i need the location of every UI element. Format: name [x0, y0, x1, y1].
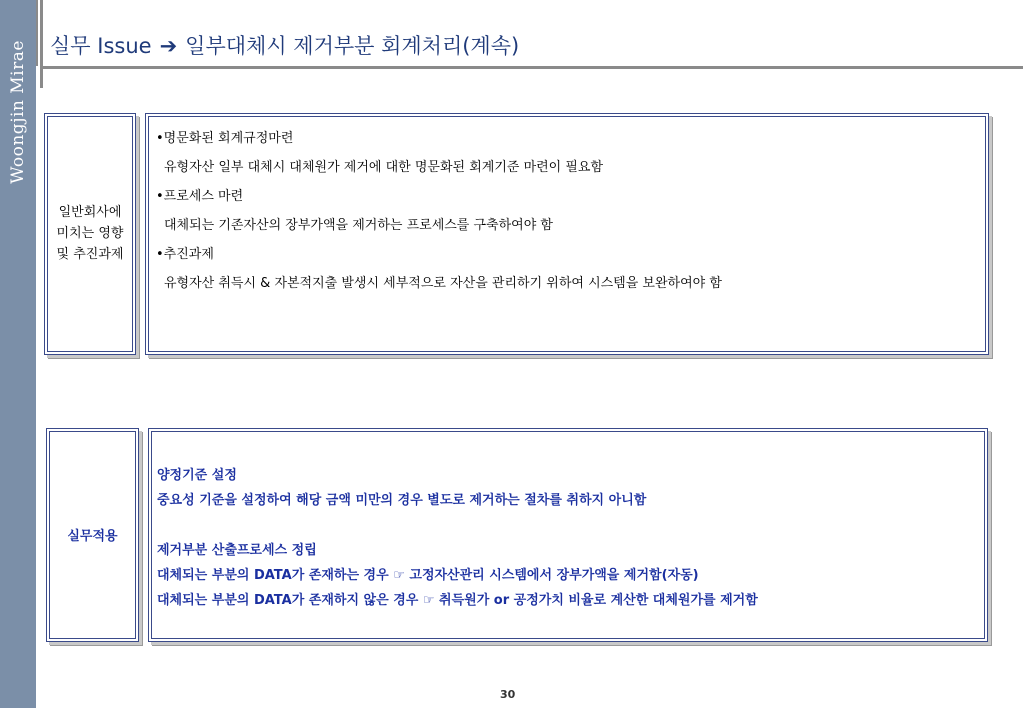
section2-label-box [46, 428, 139, 642]
bullet-icon: • [156, 131, 164, 146]
content-line: 제거부분 산출프로세스 정립 [157, 543, 317, 558]
title-right: 일부대체시 제거부분 회계처리(계속) [185, 34, 520, 58]
section1-content-box [145, 113, 989, 355]
section1-label-box [44, 113, 136, 355]
header-rule-vertical-1 [36, 0, 38, 66]
arrow-right-icon: ➔ [159, 34, 178, 58]
section2-content-box [148, 428, 988, 642]
title-left: 실무 Issue [50, 34, 152, 58]
brand-name: Woongjin Mirae [8, 40, 28, 184]
content-line: 중요성 기준을 설정하여 해당 금액 미만의 경우 별도로 제거하는 절차를 취하지 아니함 [157, 493, 647, 508]
list-item-heading: •명문화된 회계규정마련 [156, 131, 294, 146]
content-line: 대체되는 부분의 DATA가 존재하는 경우 ☞ 고정자산관리 시스템에서 장부가액을 제거함(자동) [157, 568, 699, 583]
list-item-heading: •추진과제 [156, 247, 214, 262]
header-rule-vertical-2 [40, 0, 43, 88]
section1-label: 일반회사에 미치는 영향 및 추진과제 [56, 205, 124, 262]
section2-label: 실무적용 [67, 529, 118, 544]
header-rule-horizontal [40, 66, 1023, 69]
page-number: 30 [500, 688, 516, 701]
list-item-detail: 유형자산 일부 대체시 대체원가 제거에 대한 명문화된 회계기준 마련이 필요함 [164, 160, 604, 175]
list-item-detail: 유형자산 취득시 & 자본적지출 발생시 세부적으로 자산을 관리하기 위하여 시스템을 보완하여야 함 [164, 276, 722, 291]
content-line-spacer [157, 513, 758, 538]
list-item-detail: 대체되는 기존자산의 장부가액을 제거하는 프로세스를 구축하여야 함 [164, 218, 553, 233]
list-item-heading: •프로세스 마련 [156, 189, 244, 204]
section2-lines [157, 463, 758, 613]
brand-sidebar [0, 0, 36, 708]
bullet-icon: • [156, 247, 164, 262]
bullet-icon: • [156, 189, 164, 204]
section1-items [156, 124, 722, 298]
content-line: 양정기준 설정 [157, 468, 237, 483]
content-line: 대체되는 부분의 DATA가 존재하지 않은 경우 ☞ 취득원가 or 공정가치 비율로 계산한 대체원가를 제거함 [157, 593, 758, 608]
page-title [50, 30, 519, 60]
